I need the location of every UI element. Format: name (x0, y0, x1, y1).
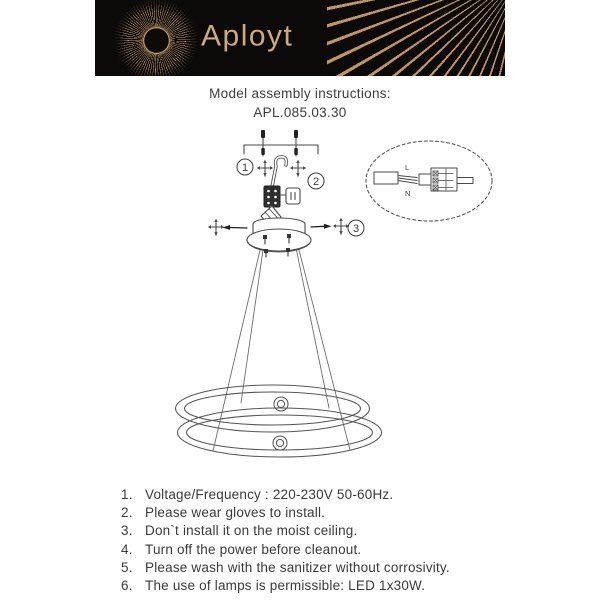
terminal-block (264, 186, 280, 207)
callout-3 (348, 220, 364, 236)
model-number: APL.085.03.30 (253, 105, 347, 120)
item-number: 1. (121, 487, 133, 502)
instruction-item (121, 577, 450, 595)
svg-text:1: 1 (241, 162, 249, 174)
callout-1 (237, 159, 253, 175)
svg-text:N: N (405, 189, 411, 198)
starburst-core (143, 27, 170, 54)
lamp-rings (176, 385, 382, 457)
brand-banner (95, 0, 505, 76)
wiring-detail-inset (366, 141, 492, 221)
sheet-title: Model assembly instructions: (209, 86, 391, 101)
assembly-diagram (0, 125, 600, 485)
callout-2 (308, 173, 324, 189)
svg-text:2: 2 (312, 176, 320, 188)
mounting-bracket (244, 145, 318, 154)
item-text: Please wash with the sanitizer without corrosivity. (145, 559, 450, 575)
item-number: 6. (121, 578, 133, 594)
power-cable (272, 157, 286, 187)
mounting-screws (261, 130, 298, 156)
instruction-item (121, 522, 450, 540)
decorative-rays-icon (327, 0, 505, 76)
screw-icon (257, 160, 273, 178)
item-text: Don`t install it on the moist ceiling. (145, 523, 358, 539)
instruction-list (121, 486, 450, 595)
brand-logo-text: Aployt (201, 19, 294, 53)
title-block (0, 84, 600, 122)
item-text: The use of lamps is permissible: LED 1x30W. (145, 578, 426, 594)
item-number: 5. (121, 559, 133, 575)
item-number: 3. (121, 523, 133, 539)
side-screw-left (208, 219, 247, 237)
instruction-item (121, 486, 450, 504)
connector-clip (280, 188, 300, 204)
instruction-item (121, 504, 450, 522)
item-text: Turn off the power before cleanout. (145, 541, 362, 557)
side-screw-right (311, 218, 349, 236)
starburst-logo-icon (113, 0, 199, 76)
item-text: Please wear gloves to install. (145, 505, 326, 521)
svg-text:3: 3 (352, 223, 360, 235)
item-number: 4. (121, 541, 133, 557)
screw-icon (290, 160, 306, 178)
item-text: Voltage/Frequency : 220-230V 50-60Hz. (145, 487, 394, 502)
suspension-cables (213, 243, 350, 451)
instruction-item (121, 541, 450, 559)
ceiling-canopy (247, 218, 311, 252)
svg-text:L: L (405, 163, 410, 172)
item-number: 2. (121, 505, 133, 521)
instruction-item (121, 559, 450, 577)
